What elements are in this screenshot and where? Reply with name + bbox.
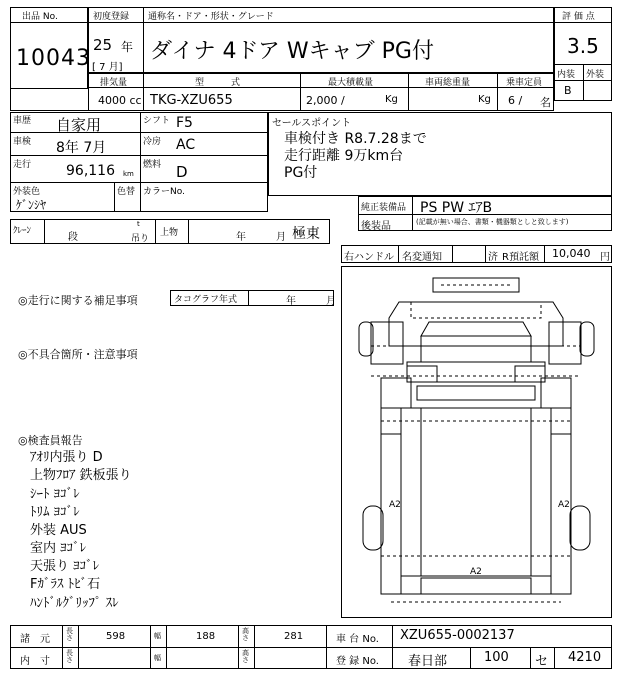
wheel-rear-left: [363, 506, 383, 550]
fuel-label: 燃料: [143, 160, 162, 170]
aircon: AC: [176, 137, 196, 153]
details-block: [10, 112, 268, 212]
genuine-equipment-label: 純正装備品: [361, 203, 407, 213]
crane-steps: 段: [68, 232, 78, 243]
damage-mark-right: A2: [558, 500, 570, 510]
dims-label: 諸 元: [20, 634, 50, 645]
max-load: 2,000 /: [306, 94, 345, 107]
score-label: 評 価 点: [562, 12, 595, 22]
tax-prefix: 济: [488, 252, 498, 263]
chassis-label: 車 台 No.: [336, 634, 379, 645]
reg-year-unit: 年: [121, 40, 134, 54]
color: ｹﾞﾝｼﾔ: [16, 198, 47, 212]
reg-class: 100: [484, 650, 509, 665]
inspector-line-4: ﾄﾘﾑ ﾖｺﾞﾚ: [30, 505, 80, 520]
score-value: 3.5: [567, 34, 599, 58]
length: 598: [106, 631, 126, 642]
inspector-line-3: ｼｰﾄ ﾖｺﾞﾚ: [30, 487, 80, 502]
driving-notes-label: ◎走行に関する補足事項: [18, 294, 138, 307]
inspector-line-2: 上物ﾌﾛｱ 鉄板張り: [30, 468, 132, 483]
transfer-notice-label: 名変通知: [402, 252, 442, 263]
upholstery: 極東: [292, 226, 320, 242]
shift: F5: [176, 115, 193, 131]
sales-point-line-1: 車検付き R8.7.28まで: [284, 131, 427, 147]
wheel-front-right: [580, 322, 594, 356]
rear-gate: [421, 578, 531, 594]
cab-right-side: [549, 322, 581, 364]
inspector-report-label: ◎検査員報告: [18, 434, 83, 447]
inspector-line-1: ｱｵﾘ内張り D: [30, 450, 103, 465]
crane-tons-bottom: 吊り: [131, 234, 150, 244]
mirror-bar: [433, 278, 519, 292]
interior-grade: B: [564, 84, 572, 97]
gross-weight-label: 車両総重量: [425, 78, 471, 88]
width-label: 幅: [154, 632, 161, 640]
inspection: 8年 7月: [56, 140, 107, 156]
interior-label: 内装: [557, 70, 576, 80]
reg-number: 4210: [568, 650, 602, 665]
aftermarket-note: (記載が無い場合、書類・機器類としと致します): [416, 218, 569, 226]
displacement-label: 排気量: [100, 78, 128, 88]
mileage: 96,116: [66, 163, 115, 179]
model-name: ダイナ 4ドア Wキャブ PG付: [150, 39, 434, 64]
inspector-line-5: 外装 AUS: [30, 523, 87, 538]
mileage-label: 走行: [13, 160, 32, 170]
model-name-label: 通称名・ドア・形状・グレード: [148, 12, 274, 22]
sales-point-line-2: 走行距離 9万km台: [284, 148, 404, 164]
inspector-line-6: 室内 ﾖｺﾞﾚ: [30, 541, 87, 556]
crane-label: ｸﾚｰﾝ: [13, 226, 32, 236]
genuine-equipment: PS PW ｴｱB: [420, 200, 493, 216]
recycle-deposit-label: R預託額: [502, 252, 539, 263]
capacity: 6 /: [508, 94, 523, 107]
shift-label: シフト: [143, 116, 171, 126]
inspector-line-8: Fｶﾞﾗｽ ﾄﾋﾞ石: [30, 577, 101, 592]
inner-length-label: 長さ: [66, 649, 73, 664]
windshield-shape: [421, 322, 531, 336]
recycle-deposit: 10,040: [552, 247, 591, 260]
reg-area: 春日部: [408, 654, 448, 669]
sales-point-line-3: PG付: [284, 165, 318, 181]
width: 188: [196, 631, 216, 642]
damage-mark-bottom: A2: [470, 567, 482, 577]
displacement: 4000 cc: [98, 94, 142, 107]
reg-label: 登 録 No.: [336, 656, 379, 667]
history: 自家用: [56, 116, 102, 134]
aftermarket-label: 後装品: [361, 221, 391, 232]
upholstery-date: 年 月: [236, 232, 286, 243]
reg-kana: セ: [535, 654, 549, 669]
model-code: TKG-XZU655: [150, 93, 233, 108]
history-label: 車歴: [13, 116, 32, 126]
reg-year: 25: [93, 36, 113, 54]
crane-tons-top: t: [137, 220, 140, 228]
lot-number: 10043: [16, 46, 91, 71]
inspector-line-7: 天張り ﾖｺﾞﾚ: [30, 559, 100, 574]
lot-label: 出品 No.: [22, 12, 58, 22]
upholstery-label: 上物: [160, 228, 179, 238]
chassis-number: XZU655-0002137: [400, 628, 515, 643]
color-label: 外装色: [13, 187, 41, 197]
aircon-label: 冷房: [143, 137, 162, 147]
inner-dims-label: 内 寸: [20, 656, 50, 667]
height: 281: [284, 631, 304, 642]
tachograph-label: タコグラフ年式: [174, 295, 238, 305]
model-code-label: 型 式: [195, 78, 241, 88]
steering: 右ハンドル: [344, 252, 394, 263]
capacity-label: 乗車定員: [506, 78, 543, 88]
height-label: 高さ: [242, 627, 249, 642]
color-change-label: 色替: [117, 187, 136, 197]
inspector-line-9: ﾊﾝﾄﾞﾙｸﾞﾘｯﾌﾟ ｽﾚ: [30, 596, 119, 611]
damage-mark-left: A2: [389, 500, 401, 510]
color-no-label: カラーNo.: [143, 187, 185, 197]
reg-month: [ 7 月]: [92, 62, 123, 73]
length-label: 長さ: [66, 627, 73, 642]
wheel-rear-right: [570, 506, 590, 550]
max-load-unit: Kg: [385, 94, 398, 105]
recycle-deposit-unit: 円: [600, 252, 610, 263]
inner-width-label: 幅: [154, 654, 161, 662]
tachograph-date: 年 月: [286, 296, 336, 307]
inner-height-label: 高さ: [242, 649, 249, 664]
mileage-unit: km: [123, 170, 134, 178]
cab-left-side: [371, 322, 403, 364]
cab-top: [389, 302, 563, 346]
capacity-unit: 名: [540, 96, 551, 109]
inspection-label: 車検: [13, 137, 32, 147]
truck-diagram: [341, 266, 612, 618]
fuel: D: [176, 163, 188, 181]
max-load-label: 最大積載量: [328, 78, 374, 88]
defects-label: ◎不具合箇所・注意事項: [18, 348, 138, 361]
exterior-label: 外装: [586, 70, 605, 80]
first-reg-label: 初度登録: [93, 12, 130, 22]
sales-point-label: セールスポイント: [272, 118, 352, 129]
gross-weight-unit: Kg: [478, 94, 491, 105]
